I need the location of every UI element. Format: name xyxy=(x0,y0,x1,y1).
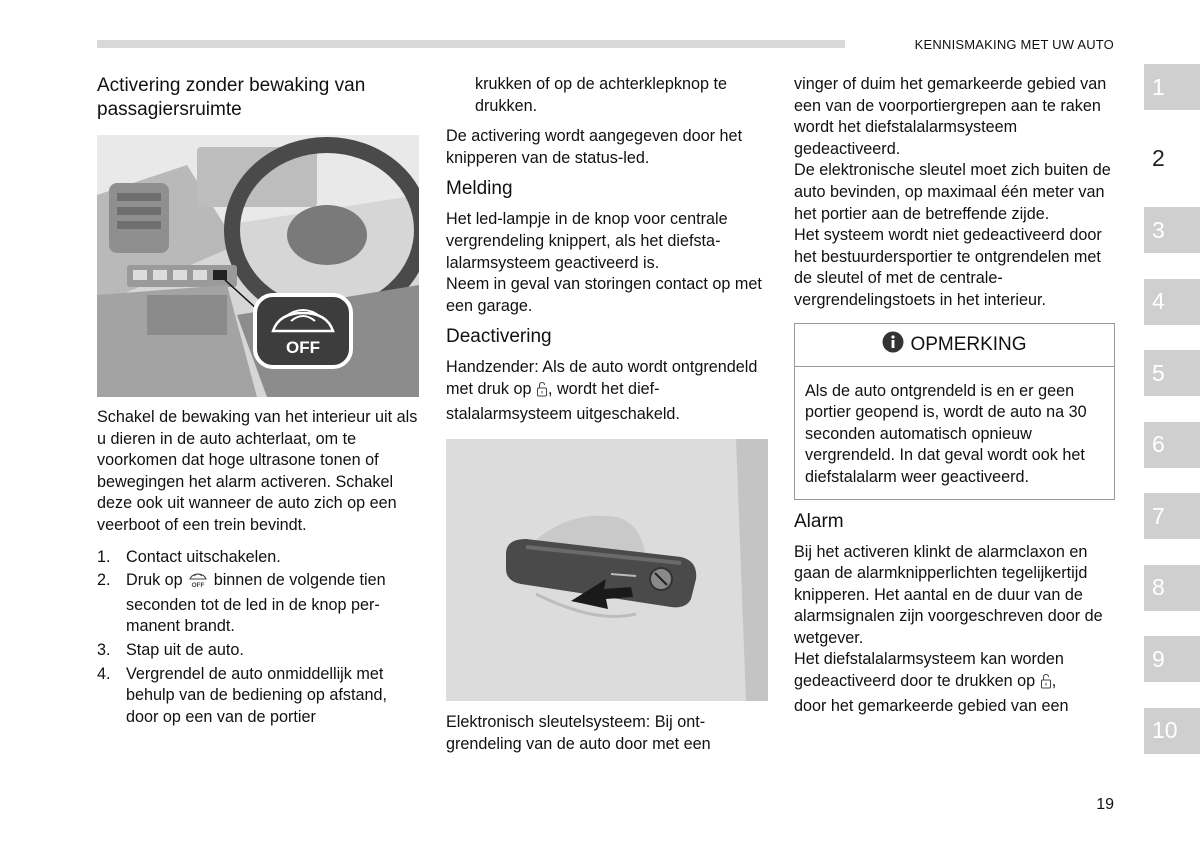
body-paragraph: Elektronisch sleutelsysteem: Bij ontgrendeling van de auto door met een xyxy=(446,713,711,753)
column-3 xyxy=(794,74,1119,717)
body-paragraph: Het systeem wordt niet gedeactiveerd door het bestuurdersportier te ontgrendelen met de sleutel of met de centralevergrendelingstoets in het interieur. xyxy=(794,226,1102,309)
list-item: 4. Vergrendel de auto onmiddellijk met behulp van de bediening op afstand, door op een van de portier xyxy=(97,664,388,726)
melding-heading: Melding xyxy=(446,178,513,200)
list-item: 3. Stap uit de auto. xyxy=(97,640,244,659)
column-1 xyxy=(97,74,422,730)
header-rule xyxy=(97,40,845,48)
body-paragraph: Schakel de bewaking van het interieur uit als u dieren in de auto achterlaat, om te voorkomen dat hoge ultrasone tonen of bewegingen het alarm activeren. Schakel deze ook uit wanneer de auto zich op een veerboot of een trein bevindt. xyxy=(97,408,418,534)
chapter-tab-8[interactable]: 8 xyxy=(1144,565,1200,611)
dashboard-photo xyxy=(97,135,419,397)
page-number: 19 xyxy=(1096,796,1114,813)
chapter-tab-5[interactable]: 5 xyxy=(1144,350,1200,396)
chapter-tab-4[interactable]: 4 xyxy=(1144,279,1200,325)
chapter-tab-2[interactable]: 2 xyxy=(1144,136,1200,182)
chapter-tab-3[interactable]: 3 xyxy=(1144,207,1200,253)
body-paragraph: Bij het activeren klinkt de alarmclaxon en gaan de alarmknipperlichten tegelijkertijd knipperen. Het aantal en de duur van de alarmsignalen zijn voorgeschreven door de wetgever. xyxy=(794,542,1103,647)
chapter-tab-9[interactable]: 9 xyxy=(1144,636,1200,682)
body-paragraph: Neem in geval van storingen contact op met een garage. xyxy=(446,275,762,315)
chapter-tab-7[interactable]: 7 xyxy=(1144,493,1200,539)
body-paragraph: Handzender: Als de auto wordt ontgrendeld met druk op , wordt het diefstalalarmsysteem uitgeschakeld. xyxy=(446,358,758,423)
notice-header xyxy=(795,324,1114,367)
list-item: 1. Contact uitschakelen. xyxy=(97,547,281,566)
body-paragraph: De elektronische sleutel moet zich buiten de auto bevinden, op maximaal één meter van het portier aan de betreffende zijde. xyxy=(794,161,1111,223)
interior-monitoring-off-icon xyxy=(187,570,209,595)
body-paragraph: Het diefstalalarmsysteem kan worden gedeactiveerd door te drukken op , door het gemarkeerde gebied van een xyxy=(794,650,1069,715)
svg-text:OFF: OFF xyxy=(191,582,205,589)
body-paragraph: De activering wordt aangegeven door het knipperen van de status-led. xyxy=(446,127,743,167)
chapter-tab-1[interactable]: 1 xyxy=(1144,64,1200,110)
chapter-tabs xyxy=(1144,64,1200,779)
section-title: KENNISMAKING MET UW AUTO xyxy=(914,37,1114,52)
list-item-continuation: krukken of op de achterklepknop te drukken. xyxy=(475,75,727,115)
column-2 xyxy=(446,74,771,755)
alarm-heading: Alarm xyxy=(794,510,844,532)
notice-body: Als de auto ontgrendeld is en er geen portier geopend is, wordt de auto na 30 seconden automatisch opnieuw vergrendeld. In dat geval wordt ook het diefstalalarm weer geactiveerd. xyxy=(805,381,1087,486)
deactivering-heading: Deactivering xyxy=(446,326,552,348)
door-handle-photo xyxy=(446,439,768,701)
notice-title: OPMERKING xyxy=(910,333,1027,355)
chapter-tab-10[interactable]: 10 xyxy=(1144,708,1200,754)
info-icon xyxy=(882,331,904,359)
unlock-icon xyxy=(536,381,548,404)
off-badge-label: OFF xyxy=(286,338,320,357)
section-heading: Activering zonder bewaking van passagiersruimte xyxy=(97,75,366,120)
list-item: 2. Druk op OFF binnen de volgende tien seconden tot de led in de knop permanent brandt. xyxy=(97,571,386,636)
steps-list xyxy=(97,547,422,729)
chapter-tab-6[interactable]: 6 xyxy=(1144,422,1200,468)
body-paragraph: Het led-lampje in de knop voor centrale vergrendeling knippert, als het diefstalalarmsysteem geactiveerd is. xyxy=(446,210,728,272)
unlock-icon xyxy=(1040,673,1052,696)
door-handle-illustration xyxy=(446,439,768,701)
dashboard-illustration xyxy=(97,135,419,397)
body-paragraph: vinger of duim het gemarkeerde gebied van een van de voorportiergrepen aan te raken wordt het diefstalalarmsysteem gedeactiveerd. xyxy=(794,75,1107,158)
notice-box xyxy=(794,323,1115,500)
